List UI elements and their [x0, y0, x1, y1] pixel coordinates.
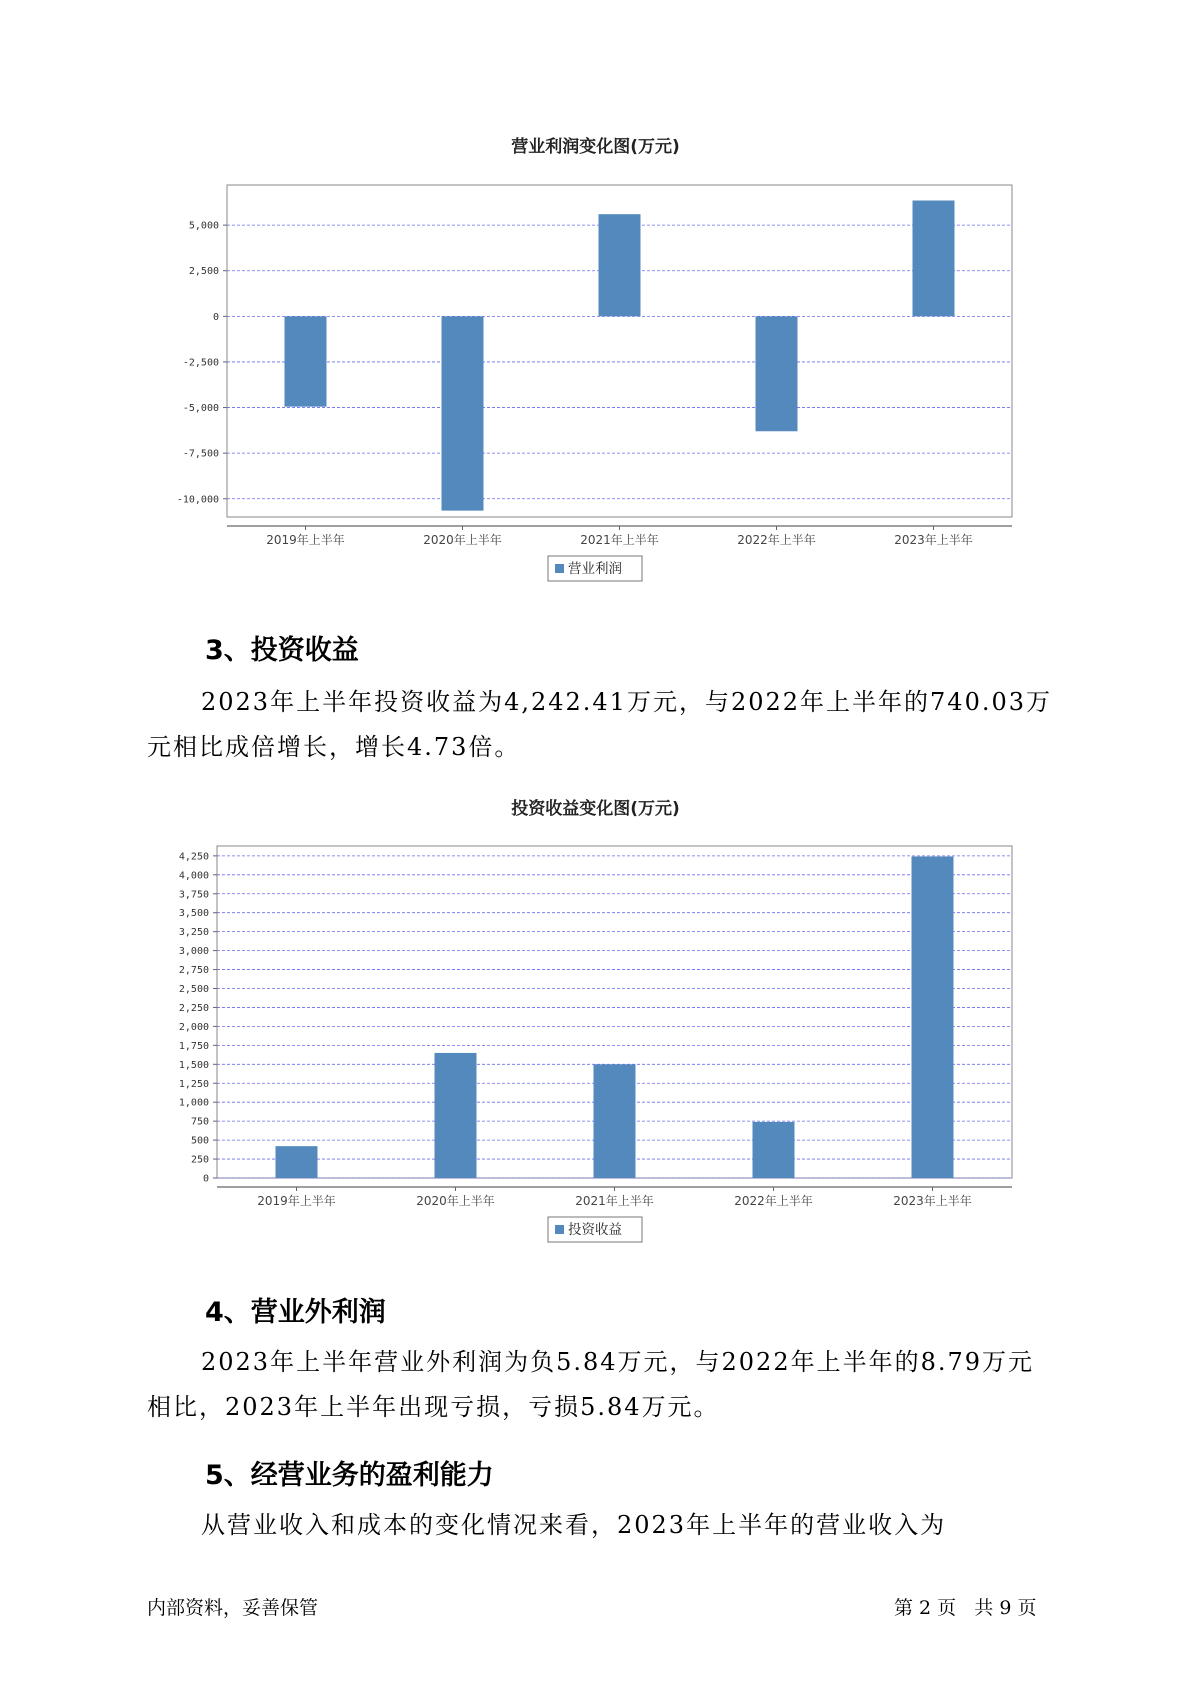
y-tick-label: 2,250: [178, 1002, 209, 1014]
y-tick-label: 3,000: [178, 946, 209, 958]
x-tick-label: 2022年上半年: [737, 533, 816, 547]
bar: [913, 201, 955, 317]
bar: [594, 1064, 636, 1178]
y-tick-label: -5,000: [182, 403, 219, 415]
bar: [285, 316, 327, 406]
y-tick-label: 0: [202, 1173, 209, 1185]
footer-confidential-note: 内部资料，妥善保管: [147, 1597, 319, 1619]
x-tick-label: 2019年上半年: [257, 1194, 336, 1208]
x-tick-label: 2023年上半年: [893, 1194, 972, 1208]
bar: [599, 214, 641, 316]
y-tick-label: -2,500: [182, 357, 219, 369]
y-tick-label: 250: [190, 1154, 209, 1166]
chart-title-investment-income: 投资收益变化图(万元): [511, 799, 680, 819]
y-tick-label: 500: [190, 1135, 209, 1147]
y-tick-label: 1,000: [178, 1097, 209, 1109]
y-tick-label: 1,750: [178, 1040, 209, 1052]
x-tick-label: 2020年上半年: [416, 1194, 495, 1208]
y-tick-label: 0: [212, 311, 219, 323]
legend-label: 营业利润: [568, 561, 622, 577]
x-tick-label: 2023年上半年: [894, 533, 973, 547]
section-heading-investment-income: 3、投资收益: [205, 635, 359, 666]
x-tick-label: 2021年上半年: [580, 533, 659, 547]
y-tick-label: 3,750: [178, 889, 209, 901]
y-tick-label: -7,500: [182, 448, 219, 460]
legend-label: 投资收益: [568, 1222, 622, 1238]
footer-page-number: 第 2 页 共 9 页: [894, 1597, 1037, 1619]
y-tick-label: 2,750: [178, 965, 209, 977]
bar: [756, 316, 798, 431]
y-tick-label: 2,500: [188, 266, 219, 278]
legend-swatch: [555, 564, 564, 573]
x-tick-label: 2021年上半年: [575, 1194, 654, 1208]
bar: [276, 1146, 318, 1178]
y-tick-label: 1,250: [178, 1078, 209, 1090]
y-tick-label: 750: [190, 1116, 209, 1128]
y-tick-label: 3,250: [178, 927, 209, 939]
section-heading-profitability: 5、经营业务的盈利能力: [205, 1460, 494, 1491]
x-tick-label: 2019年上半年: [266, 533, 345, 547]
x-tick-label: 2020年上半年: [423, 533, 502, 547]
x-tick-label: 2022年上半年: [734, 1194, 813, 1208]
bar: [442, 316, 484, 510]
investment-income-chart: [0, 830, 1191, 1260]
y-tick-label: 1,500: [178, 1059, 209, 1071]
section-paragraph-profitability: 从营业收入和成本的变化情况来看，2023年上半年的营业收入为: [201, 1511, 947, 1539]
section-paragraph-investment-income: 2023年上半年投资收益为4,242.41万元，与2022年上半年的740.03万元相比成倍增长，增长4.73倍。: [147, 688, 1053, 761]
bar: [435, 1053, 477, 1178]
section-paragraph-non-operating-profit: 2023年上半年营业外利润为负5.84万元，与2022年上半年的8.79万元相比，2023年上半年出现亏损，亏损5.84万元。: [147, 1348, 1035, 1421]
section-heading-non-operating-profit: 4、营业外利润: [205, 1297, 386, 1328]
y-tick-label: -10,000: [176, 494, 219, 506]
y-tick-label: 4,000: [178, 870, 209, 882]
y-tick-label: 2,500: [178, 984, 209, 996]
y-tick-label: 3,500: [178, 908, 209, 920]
bar: [912, 856, 954, 1178]
bar: [753, 1122, 795, 1178]
operating-profit-chart: [0, 170, 1191, 590]
y-tick-label: 5,000: [188, 220, 219, 232]
chart-title-operating-profit: 营业利润变化图(万元): [511, 137, 680, 157]
legend-swatch: [555, 1225, 564, 1234]
y-tick-label: 2,000: [178, 1021, 209, 1033]
y-tick-label: 4,250: [178, 851, 209, 863]
